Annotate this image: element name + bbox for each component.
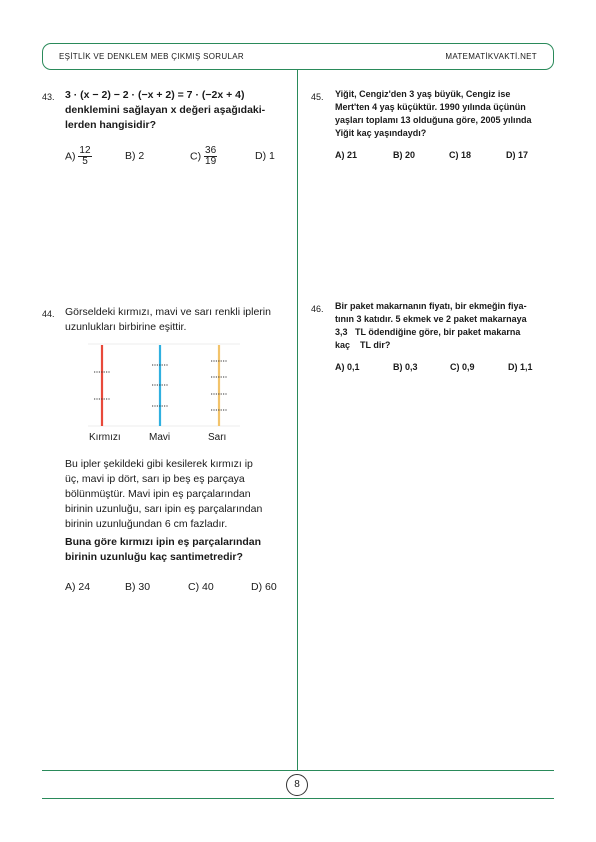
question-text: uzunlukları birbirine eşittir.: [65, 321, 187, 333]
option-d[interactable]: D) 60: [251, 581, 277, 593]
rope-label-red: Kırmızı: [89, 432, 121, 443]
question-number: 45.: [311, 92, 324, 102]
header-site: MATEMATİKVAKTİ.NET: [445, 52, 537, 61]
option-c[interactable]: C) $\frac{36}{19}$: [190, 145, 217, 167]
option-a[interactable]: A) $\frac{12}{5}$: [65, 145, 91, 167]
option-c[interactable]: C) 0,9: [450, 362, 475, 372]
rope-label-blue: Mavi: [149, 432, 171, 443]
question-text: Yiğit, Cengiz'den 3 yaş büyük, Cengiz ise Mert'ten 4 yaş küçüktür. 1990 yılında üçünün yaşları toplamı 13 olduğuna göre, 2005 yılında Yiğit kaç yaşındaydı?: [335, 89, 532, 138]
question-text: Görseldeki kırmızı, mavi ve sarı renkli iplerin: [65, 306, 271, 318]
option-c[interactable]: C) 18: [449, 150, 472, 160]
option-d[interactable]: D) 1: [255, 150, 275, 162]
question-number: 44.: [42, 309, 55, 319]
equation: 3 · (x − 2) − 2 · (−x + 2) = 7 · (−2x + 4): [65, 89, 245, 101]
fraction: $\frac{12}{5}$: [79, 145, 91, 167]
option-a[interactable]: A) 21: [335, 150, 358, 160]
option-b[interactable]: B) 2: [125, 150, 145, 162]
question-paragraph: Bu ipler şekildeki gibi kesilerek kırmızı ip üç, mavi ip dört, sarı ip beş eş parçaya bölünmüştür. Mavi ipin eş parçalarından birinin uzunluğu, sarı ipin eş parçalarından birinin uzunluğundan 6 cm fazladır.: [65, 458, 263, 530]
question-number: 46.: [311, 304, 324, 314]
option-c[interactable]: C) 40: [188, 581, 214, 593]
option-d[interactable]: D) 1,1: [508, 362, 533, 372]
option-d[interactable]: D) 17: [506, 150, 529, 160]
question-number: 43.: [42, 92, 55, 102]
option-a[interactable]: A) 0,1: [335, 362, 360, 372]
question-text: denklemini sağlayan x değeri aşağıdaki-: [65, 104, 266, 116]
option-b[interactable]: B) 30: [125, 581, 151, 593]
question-text: lerden hangisidir?: [65, 119, 157, 131]
page-number: 8: [286, 774, 308, 796]
fraction: $\frac{36}{19}$: [205, 145, 217, 167]
option-b[interactable]: B) 0,3: [393, 362, 418, 372]
option-a[interactable]: A) 24: [65, 581, 91, 593]
rope-label-yellow: Sarı: [208, 432, 227, 443]
option-b[interactable]: B) 20: [393, 150, 416, 160]
question-prompt: Buna göre kırmızı ipin eş parçalarından birinin uzunluğu kaç santimetredir?: [65, 536, 262, 563]
question-text: Bir paket makarnanın fiyatı, bir ekmeğin fiya- tının 3 katıdır. 5 ekmek ve 2 paket makarnaya 3,3 TL ödendiğine göre, bir paket makarna kaç TL dir?: [335, 301, 527, 350]
header-title: EŞİTLİK VE DENKLEM MEB ÇIKMIŞ SORULAR: [59, 52, 244, 61]
